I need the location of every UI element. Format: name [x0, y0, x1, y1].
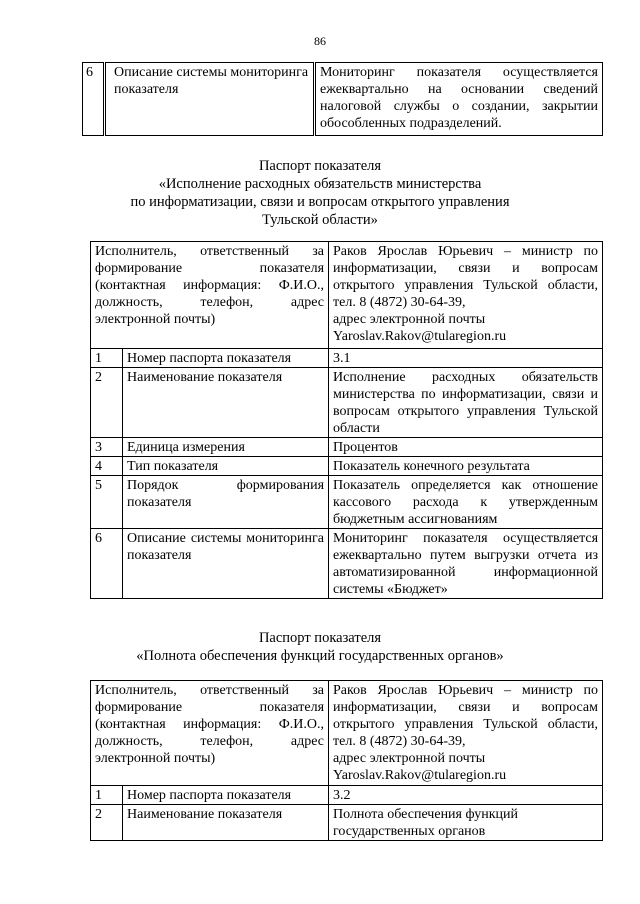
- row-label: Единица измерения: [123, 438, 329, 457]
- executor-label: Исполнитель, ответственный за формирование показателя (контактная информация: Ф.И.О., должность, телефон, адрес электронной почты): [91, 242, 329, 349]
- table-row: [91, 786, 603, 805]
- row-label: Наименование показателя: [123, 368, 329, 438]
- table-row: [91, 529, 603, 599]
- row-value: 3.1: [329, 349, 603, 368]
- row-number: 5: [91, 476, 123, 529]
- passport-2-heading: [0, 629, 640, 665]
- row-number: 1: [91, 349, 123, 368]
- executor-label: Исполнитель, ответственный за формирование показателя (контактная информация: Ф.И.О., должность, телефон, адрес электронной почты): [91, 681, 329, 786]
- row-number: 3: [91, 438, 123, 457]
- executor-name-contacts: Раков Ярослав Юрьевич – министр по информатизации, связи и вопросам открытого управления Тульской области, тел. 8 (4872) 30-64-39,: [333, 683, 599, 749]
- row-value: 3.2: [329, 786, 603, 805]
- executor-row: [91, 242, 603, 349]
- table-row: [83, 63, 603, 136]
- table-row: [91, 438, 603, 457]
- row-value: Показатель конечного результата: [329, 457, 603, 476]
- row-label: Порядок формирования показателя: [123, 476, 329, 529]
- heading-line: Паспорт показателя: [258, 158, 382, 174]
- executor-row: [91, 681, 603, 786]
- table-row: [91, 805, 603, 841]
- row-number: 2: [91, 805, 123, 841]
- row-number: 6: [83, 63, 105, 136]
- executor-name-contacts: Раков Ярослав Юрьевич – министр по информатизации, связи и вопросам открытого управления Тульской области, тел. 8 (4872) 30-64-39,: [333, 244, 599, 310]
- heading-line: «Исполнение расходных обязательств министерства: [158, 176, 482, 192]
- table-row: [91, 368, 603, 438]
- passport-2-table: [90, 680, 603, 841]
- row-value: Мониторинг показателя осуществляется ежеквартально на основании сведений налоговой службы о создании, закрытии обособленных подразделений.: [315, 63, 603, 136]
- row-label: Номер паспорта показателя: [123, 786, 329, 805]
- row-label: Описание системы мониторинга показателя: [123, 529, 329, 599]
- row-number: 1: [91, 786, 123, 805]
- row-label: Тип показателя: [123, 457, 329, 476]
- row-number: 2: [91, 368, 123, 438]
- row-label: Описание системы мониторинга показателя: [105, 63, 315, 136]
- executor-email-caption: адрес электронной почты: [333, 312, 486, 327]
- row-value: Исполнение расходных обязательств министерства по информатизации, связи и вопросам открытого управления Тульской области: [329, 368, 603, 438]
- executor-email-caption: адрес электронной почты: [333, 751, 486, 766]
- passport-1-heading: [0, 157, 640, 229]
- passport-1-table: [90, 241, 603, 599]
- row-value: Показатель определяется как отношение кассового расхода к утвержденным бюджетным ассигнованиям: [329, 476, 603, 529]
- heading-line: Тульской области»: [262, 212, 378, 228]
- row-label: Наименование показателя: [123, 805, 329, 841]
- table-row: [91, 349, 603, 368]
- heading-line: Паспорт показателя: [258, 630, 382, 646]
- executor-email: Yaroslav.Rakov@tularegion.ru: [333, 329, 507, 344]
- heading-line: по информатизации, связи и вопросам открытого управления: [130, 194, 510, 210]
- continuation-table: [82, 62, 603, 136]
- heading-line: «Полнота обеспечения функций государственных органов»: [136, 648, 504, 664]
- row-label: Номер паспорта показателя: [123, 349, 329, 368]
- table-row: [91, 476, 603, 529]
- row-number: 6: [91, 529, 123, 599]
- executor-value: [329, 681, 603, 786]
- executor-value: [329, 242, 603, 349]
- executor-email: Yaroslav.Rakov@tularegion.ru: [333, 768, 507, 783]
- row-value: Мониторинг показателя осуществляется ежеквартально путем выгрузки отчета из автоматизированной информационной системы «Бюджет»: [329, 529, 603, 599]
- page-number: 86: [314, 34, 326, 48]
- table-row: [91, 457, 603, 476]
- row-value: Процентов: [329, 438, 603, 457]
- row-value: Полнота обеспечения функций государственных органов: [329, 805, 603, 841]
- row-number: 4: [91, 457, 123, 476]
